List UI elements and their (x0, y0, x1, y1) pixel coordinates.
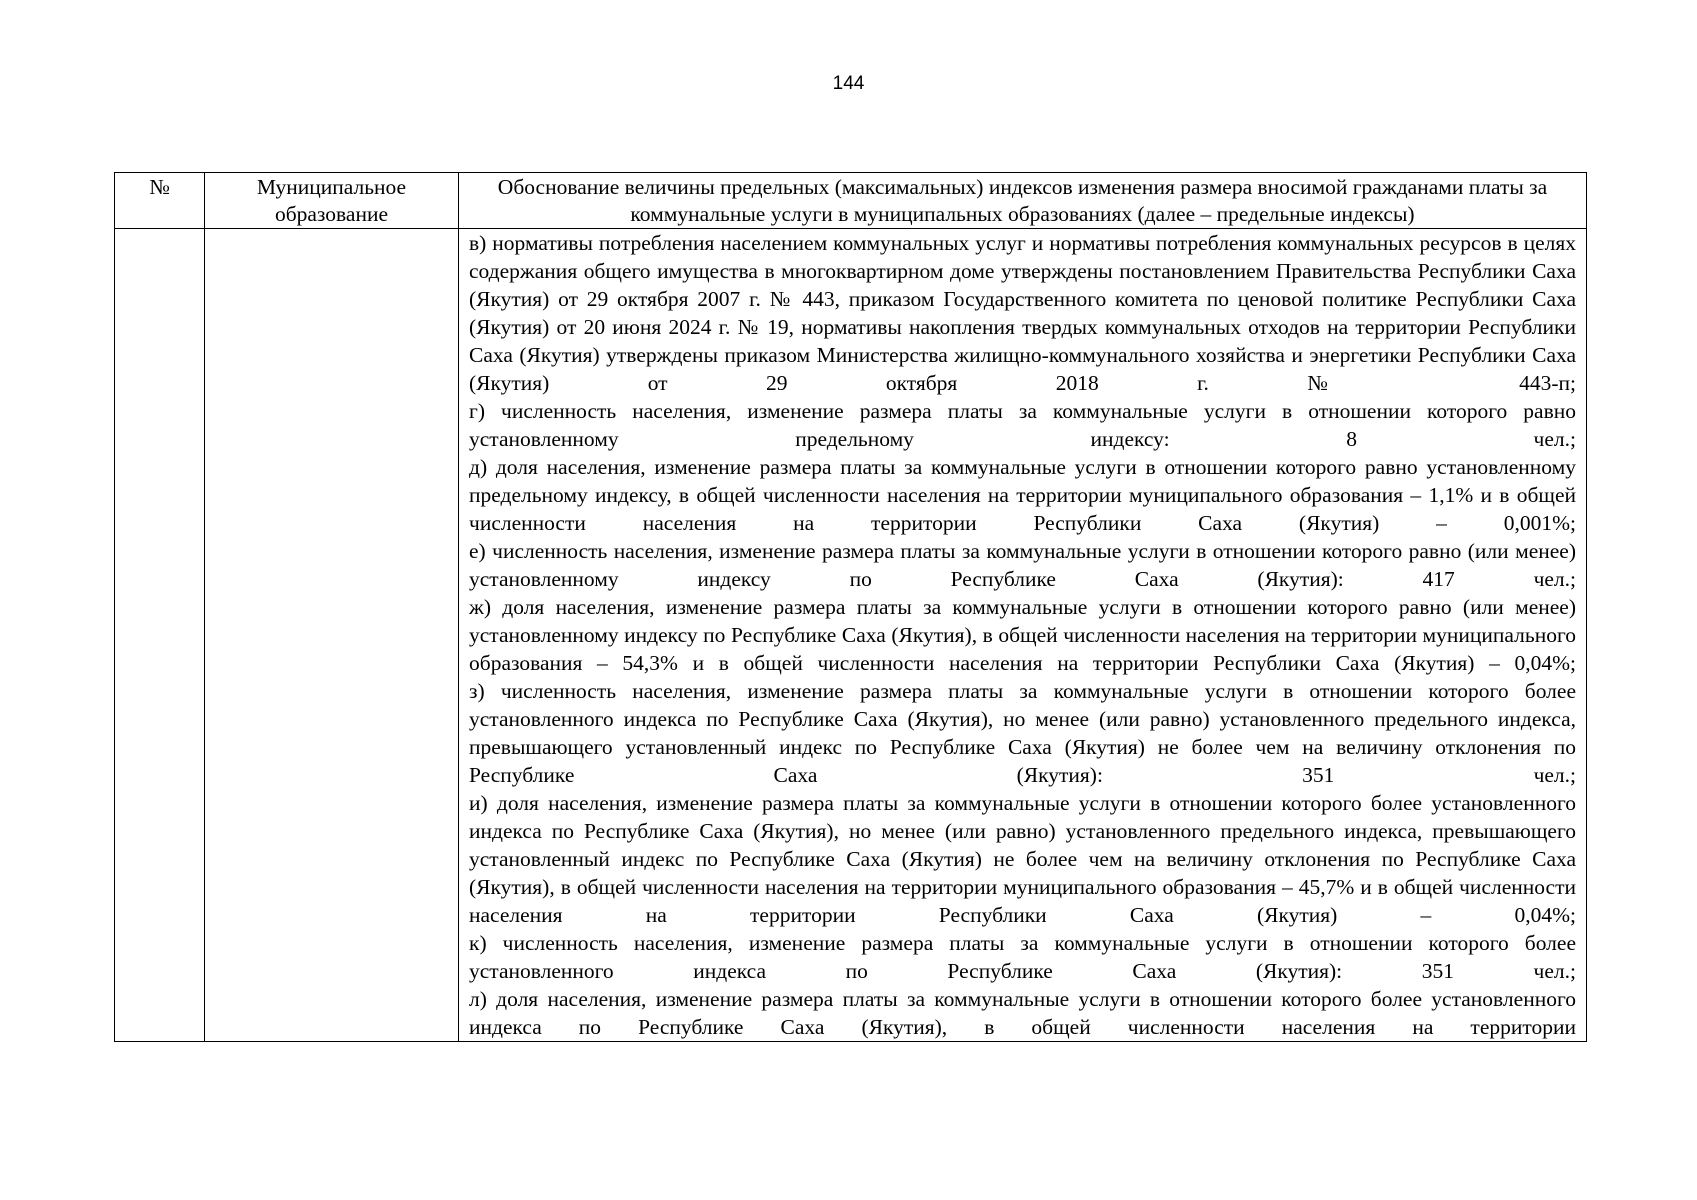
cell-number (115, 229, 205, 1042)
header-municipality: Муниципальное образование (205, 173, 459, 229)
cell-municipality (205, 229, 459, 1042)
page-number: 144 (832, 73, 865, 94)
paragraph-i: и) доля населения, изменение размера платы за коммунальные услуги в отношении которого более установленного индекса по Республике Саха (Якутия), но менее (или равно) установленного предельного индекса, превышающего установленный индекс по Республике Саха (Якутия) не более чем на величину отклонения по Республике Саха (Якутия), в общей численности населения на территории муниципального образования – 45,7% и в общей численности населения на территории Республики Саха (Якутия) – 0,04%; (469, 791, 1576, 927)
header-number: № (115, 173, 205, 229)
table-row (115, 229, 1587, 1042)
cell-justification (459, 229, 1587, 1042)
header-justification: Обоснование величины предельных (максимальных) индексов изменения размера вносимой гражданами платы за коммунальные услуги в муниципальных образованиях (далее – предельные индексы) (459, 173, 1587, 229)
paragraph-z: з) численность населения, изменение размера платы за коммунальные услуги в отношении которого более установленного индекса по Республике Саха (Якутия), но менее (или равно) установленного предельного индекса, превышающего установленный индекс по Республике Саха (Якутия) не более чем на величину отклонения по Республике Саха (Якутия): 351 чел.; (469, 679, 1576, 787)
paragraph-v: в) нормативы потребления населением коммунальных услуг и нормативы потребления коммунальных ресурсов в целях содержания общего имущества в многоквартирном доме утверждены постановлением Правительства Республики Саха (Якутия) от 29 октября 2007 г. № 443, приказом Государственного комитета по ценовой политике Республики Саха (Якутия) от 20 июня 2024 г. № 19, нормативы накопления твердых коммунальных отходов на территории Республики Саха (Якутия) утверждены приказом Министерства жилищно-коммунального хозяйства и энергетики Республики Саха (Якутия) от 29 октября 2018 г. № 443-п; (469, 231, 1576, 395)
paragraph-zh: ж) доля населения, изменение размера платы за коммунальные услуги в отношении которого равно (или менее) установленному индексу по Республике Саха (Якутия), в общей численности населения на территории муниципального образования – 54,3% и в общей численности населения на территории Республики Саха (Якутия) – 0,04%; (469, 595, 1576, 675)
paragraph-l: л) доля населения, изменение размера платы за коммунальные услуги в отношении которого более установленного индекса по Республике Саха (Якутия), в общей численности населения на территории (469, 987, 1576, 1039)
justification-table (114, 172, 1587, 1042)
paragraph-e: е) численность населения, изменение размера платы за коммунальные услуги в отношении которого равно (или менее) установленному индексу по Республике Саха (Якутия): 417 чел.; (469, 539, 1576, 591)
paragraph-k: к) численность населения, изменение размера платы за коммунальные услуги в отношении которого более установленного индекса по Республике Саха (Якутия): 351 чел.; (469, 931, 1576, 983)
paragraph-d: д) доля населения, изменение размера платы за коммунальные услуги в отношении которого равно установленному предельному индексу, в общей численности населения на территории муниципального образования – 1,1% и в общей численности населения на территории Республики Саха (Якутия) – 0,001%; (469, 455, 1576, 535)
paragraph-g: г) численность населения, изменение размера платы за коммунальные услуги в отношении которого равно установленному предельному индексу: 8 чел.; (469, 399, 1576, 451)
table-header-row (115, 173, 1587, 229)
